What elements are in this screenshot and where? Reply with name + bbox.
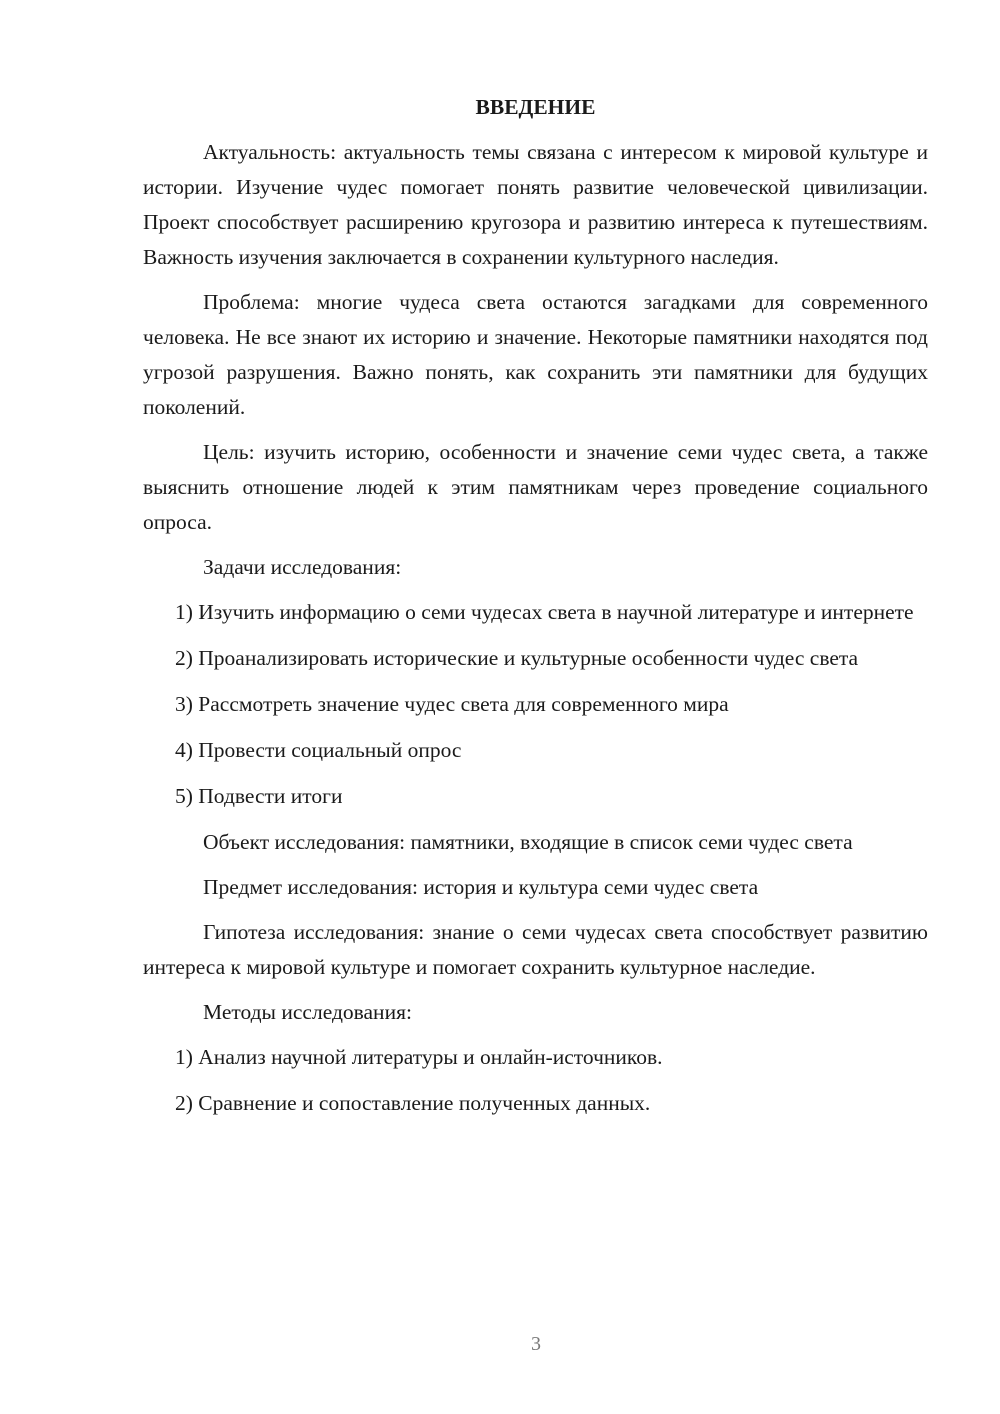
methods-heading: Методы исследования: xyxy=(203,1000,412,1024)
method-item: 2) Сравнение и сопоставление полученных данных. xyxy=(175,1091,651,1115)
hypothesis-paragraph: Гипотеза исследования: знание о семи чудесах света способствует развитию интереса к мировой культуре и помогает сохранить культурное наследие. xyxy=(143,920,928,979)
method-item: 1) Анализ научной литературы и онлайн-источников. xyxy=(175,1045,663,1069)
tasks-heading: Задачи исследования: xyxy=(203,555,402,579)
object-paragraph: Объект исследования: памятники, входящие в список семи чудес света xyxy=(203,830,853,854)
problem-paragraph: Проблема: многие чудеса света остаются загадками для современного человека. Не все знают их историю и значение. Некоторые памятники находятся под угрозой разрушения. Важно понять, как сохранить эти памятники для будущих поколений. xyxy=(143,290,928,419)
document-page xyxy=(143,90,928,1132)
page-number: 3 xyxy=(531,1333,541,1355)
task-item: 3) Рассмотреть значение чудес света для современного мира xyxy=(175,692,729,716)
goal-paragraph: Цель: изучить историю, особенности и значение семи чудес света, а также выяснить отношение людей к этим памятникам через проведение социального опроса. xyxy=(143,440,928,534)
relevance-paragraph: Актуальность: актуальность темы связана с интересом к мировой культуре и истории. Изучение чудес помогает понять развитие человеческой цивилизации. Проект способствует расширению кругозора и развитию интереса к путешествиям. Важность изучения заключается в сохранении культурного наследия. xyxy=(143,140,928,269)
task-item: 2) Проанализировать исторические и культурные особенности чудес света xyxy=(175,646,859,670)
page-title: ВВЕДЕНИЕ xyxy=(475,95,596,119)
subject-paragraph: Предмет исследования: история и культура семи чудес света xyxy=(203,875,759,899)
task-item: 1) Изучить информацию о семи чудесах света в научной литературе и интернете xyxy=(175,600,914,624)
task-item: 5) Подвести итоги xyxy=(175,784,343,808)
task-item: 4) Провести социальный опрос xyxy=(175,738,462,762)
